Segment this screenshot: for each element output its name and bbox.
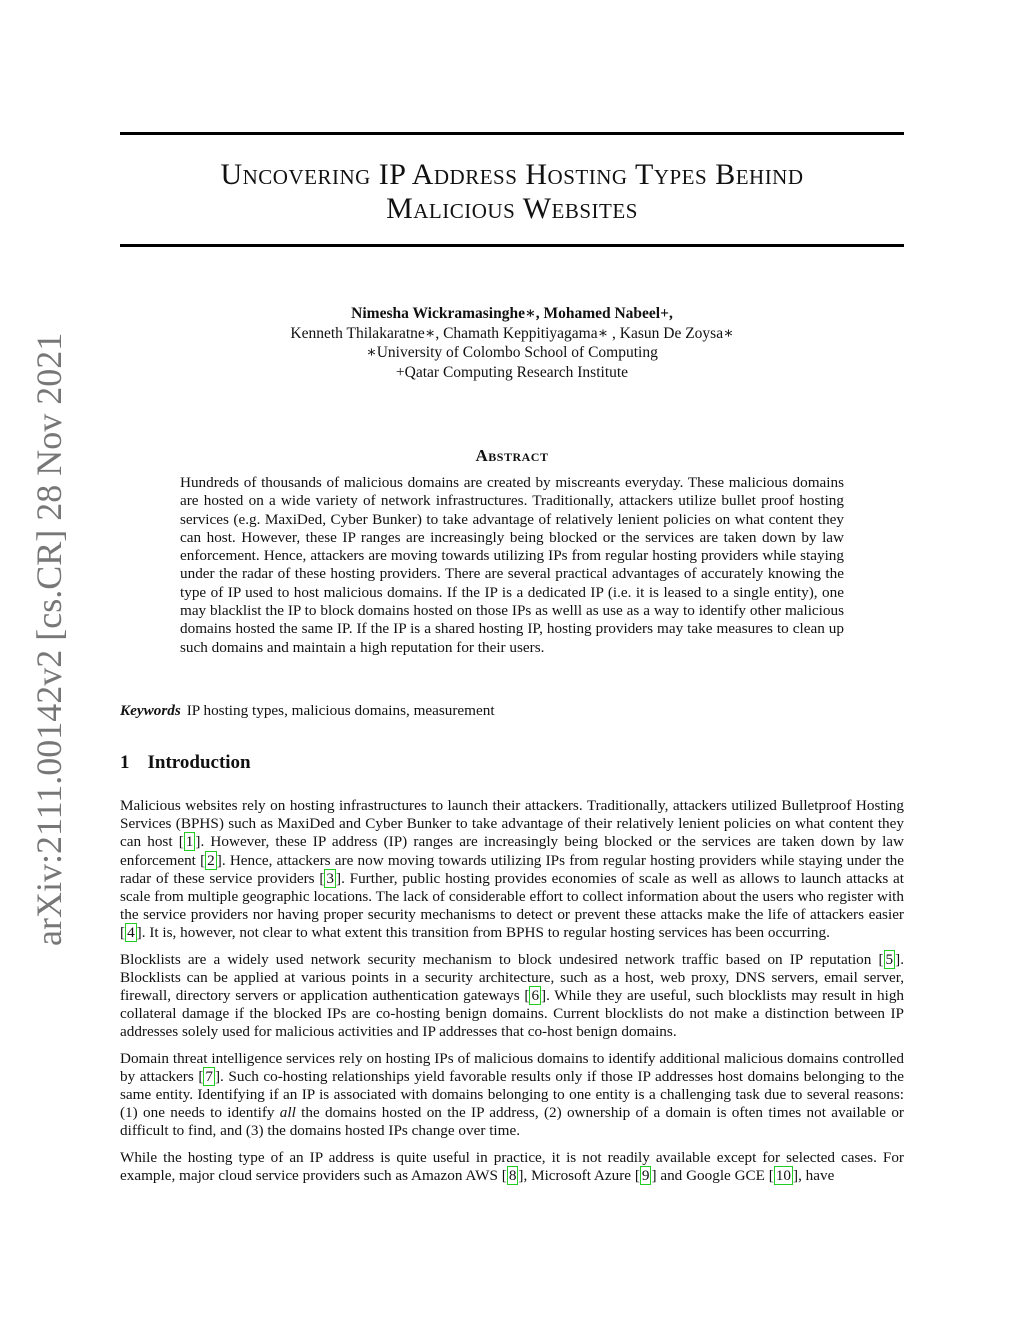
paragraph-4: While the hosting type of an IP address is quite useful in practice, it is not readily available except for selected cases. For example, major cloud service providers such as Amazon AWS [ 8 ], Microsoft Azure [ 9 ] and Google GCE [ 10 ], have [120,1148,904,1184]
text-run: While the hosting type of an IP address is quite useful in practice, it is not readily available except for selected cases. For example, major cloud service providers such as Amazon AWS [120,1148,904,1184]
title-line-1: Uncovering IP Address Hosting Types Behind [220,158,804,191]
citation-link[interactable]: 1 [185,833,194,851]
citation-link[interactable]: 9 [641,1166,650,1184]
text-run: . Such co-hosting relationships yield favorable results only if those IP addresses host domains belonging to the same entity. Identifying if an IP is associated with domains belonging to one entity is a challenging task due to several reasons: (1) one needs to identify [120,1067,904,1122]
arxiv-identifier: arXiv:2111.00142v2 [cs.CR] 28 Nov 2021 [29,332,69,946]
affiliation-1: ∗University of Colombo School of Computing [366,344,658,361]
keywords-text: IP hosting types, malicious domains, measurement [186,702,495,719]
paper-title [120,158,904,226]
abstract-heading: Abstract [475,446,549,465]
text-run: , have [798,1166,835,1184]
citation-link[interactable]: 7 [205,1067,213,1085]
citation-link[interactable]: 10 [775,1166,791,1184]
introduction-body [120,797,904,1193]
paragraph-2: Blocklists are a widely used network security mechanism to block undesired network traffic based on IP reputation [ 5 ]. Blocklists can be applied at various points in a security architecture, such as a host, web proxy, DNS servers, email server, firewall, directory servers or application authentication gateways [ 6 ]. While they are useful, such blocklists may result in high collateral damage if the blocked IPs are co-hosting benign domains. Current blocklists do not make a distinction between IP addresses solely used for malicious activities and IP addresses that co-host benign domains. [120,950,905,1041]
author-block [120,304,904,382]
authors-line-1: Nimesha Wickramasinghe∗, Mohamed Nabeel+, [351,305,673,322]
text-run: . Further, public hosting provides economies of scale as well as allows to launch attacks at scale from multiple geographic locations. The lack of considerable effort to collect information about the users who register with the service providers nor having proper security mechanisms to detect or prevent these attacks make the life of attackers easier [120,869,904,924]
text-run: . However, these IP address (IP) ranges are increasingly being blocked or the services are taken down by law enforcement [120,833,904,869]
section-title: Introduction [147,752,251,773]
section-number: 1 [120,752,130,773]
title-line-2: Malicious Websites [386,192,638,225]
paragraph-3: Domain threat intelligence services rely on hosting IPs of malicious domains to identify additional malicious domains controlled by attackers [ 7 ]. Such co-hosting relationships yield favorable results only if those IP addresses host domains belonging to the same entity. Identifying if an IP is associated with domains belonging to one entity is a challenging task due to several reasons: (1) one needs to identify all the domains hosted on the IP address, (2) ownership of a domain is often times not available or difficult to find, and (3) the domains hosted IPs change over time. [120,1049,904,1140]
text-run: . While they are useful, such blocklists may result in high collateral damage if the blocked IPs are co-hosting benign domains. Current blocklists do not make a distinction between IP addresses solely used for malicious activities and IP addresses that co-host benign domains. [120,987,905,1041]
keywords-line [120,701,904,720]
citation-link[interactable]: 8 [508,1166,517,1184]
text-run: , Microsoft Azure [523,1166,635,1184]
paragraph-1: Malicious websites rely on hosting infrastructures to launch their attackers. Traditionally, attackers utilized Bulletproof Hosting Services (BPHS) such as MaxiDed and Cyber Bunker to take advantage of their relatively lenient policies on what content they can host [ 1 ]. However, these IP address (IP) ranges are increasingly being blocked or the services are taken down by law enforcement [ 2 ]. Hence, attackers are now moving towards utilizing IPs from regular hosting providers while staying under the radar of these service providers [ 3 ]. Further, public hosting provides economies of scale as well as allows to launch attacks at scale from multiple geographic locations. The lack of considerable effort to collect information about the users who register with the service providers nor having proper security mechanisms to detect or prevent these attacks make the life of attackers easier [ 4 ]. It is, however, not clear to what extent this transition from BPHS to regular hosting services has been occurring. [120,797,904,942]
citation-link[interactable]: 2 [207,851,215,869]
text-run: . Hence, attackers are now moving towards utilizing IPs from regular hosting providers while staying under the radar of these service providers [120,851,904,887]
abstract-text: Hundreds of thousands of malicious domains are created by miscreants everyday. These malicious domains are hosted on a wide variety of network infrastructures. Traditionally, attackers utilize bullet proof hosting services (e.g. MaxiDed, Cyber Bunker) to take advantage of relatively lenient policies on what content they can host. However, these IP ranges are increasingly being blocked or the services are taken down by law enforcement. Hence, attackers are moving towards utilizing IPs from regular hosting providers while staying under the radar of these hosting providers. There are several practical advantages of accurately knowing the type of IP used to host malicious domains. If the IP is a dedicated IP (i.e. it is leased to a single entity), one may blacklist the IP to block domains hosted on those IPs as welll as use as a way to identify other malicious domains hosted the same IP. If the IP is a shared hosting IP, hosting providers may take measures to clean up such domains and maintain a high reputation for their users. [180,474,844,656]
citation-link[interactable]: 4 [127,924,135,942]
citation-link[interactable]: 3 [326,869,334,887]
section-heading [120,752,251,774]
text-run: Domain threat intelligence services rely on hosting IPs of malicious domains to identify additional malicious domains controlled by attackers [120,1049,904,1085]
citation-link[interactable]: 6 [531,987,540,1005]
text-run: and Google GCE [656,1166,769,1184]
keywords-label: Keywords [120,702,181,719]
text-run: Malicious websites rely on hosting infrastructures to launch their attackers. Traditionally, attackers utilized Bulletproof Hosting Services (BPHS) such as MaxiDed and Cyber Bunker to take advantage of their relatively lenient policies on what content they can host [120,797,904,851]
title-top-rule [120,132,904,135]
citation-link[interactable]: 5 [885,950,894,968]
text-run: the domains hosted on the IP address, (2) ownership of a domain is often times not available or difficult to find, and (3) the domains hosted IPs change over time. [120,1104,904,1140]
text-run: . Blocklists can be applied at various points in a security architecture, such as a host, web proxy, DNS servers, email server, firewall, directory servers or application authentication gateways [120,950,904,1005]
text-run: . It is, however, not clear to what extent this transition from BPHS to regular hosting services has been occurring. [141,924,830,942]
authors-line-2: Kenneth Thilakaratne∗, Chamath Keppitiyagama∗ , Kasun De Zoysa∗ [290,324,734,342]
affiliation-2: +Qatar Computing Research Institute [395,363,629,381]
emphasis-text: all [279,1104,296,1122]
title-bottom-rule [120,244,904,247]
text-run: Blocklists are a widely used network security mechanism to block undesired network traffic based on IP reputation [120,950,879,968]
